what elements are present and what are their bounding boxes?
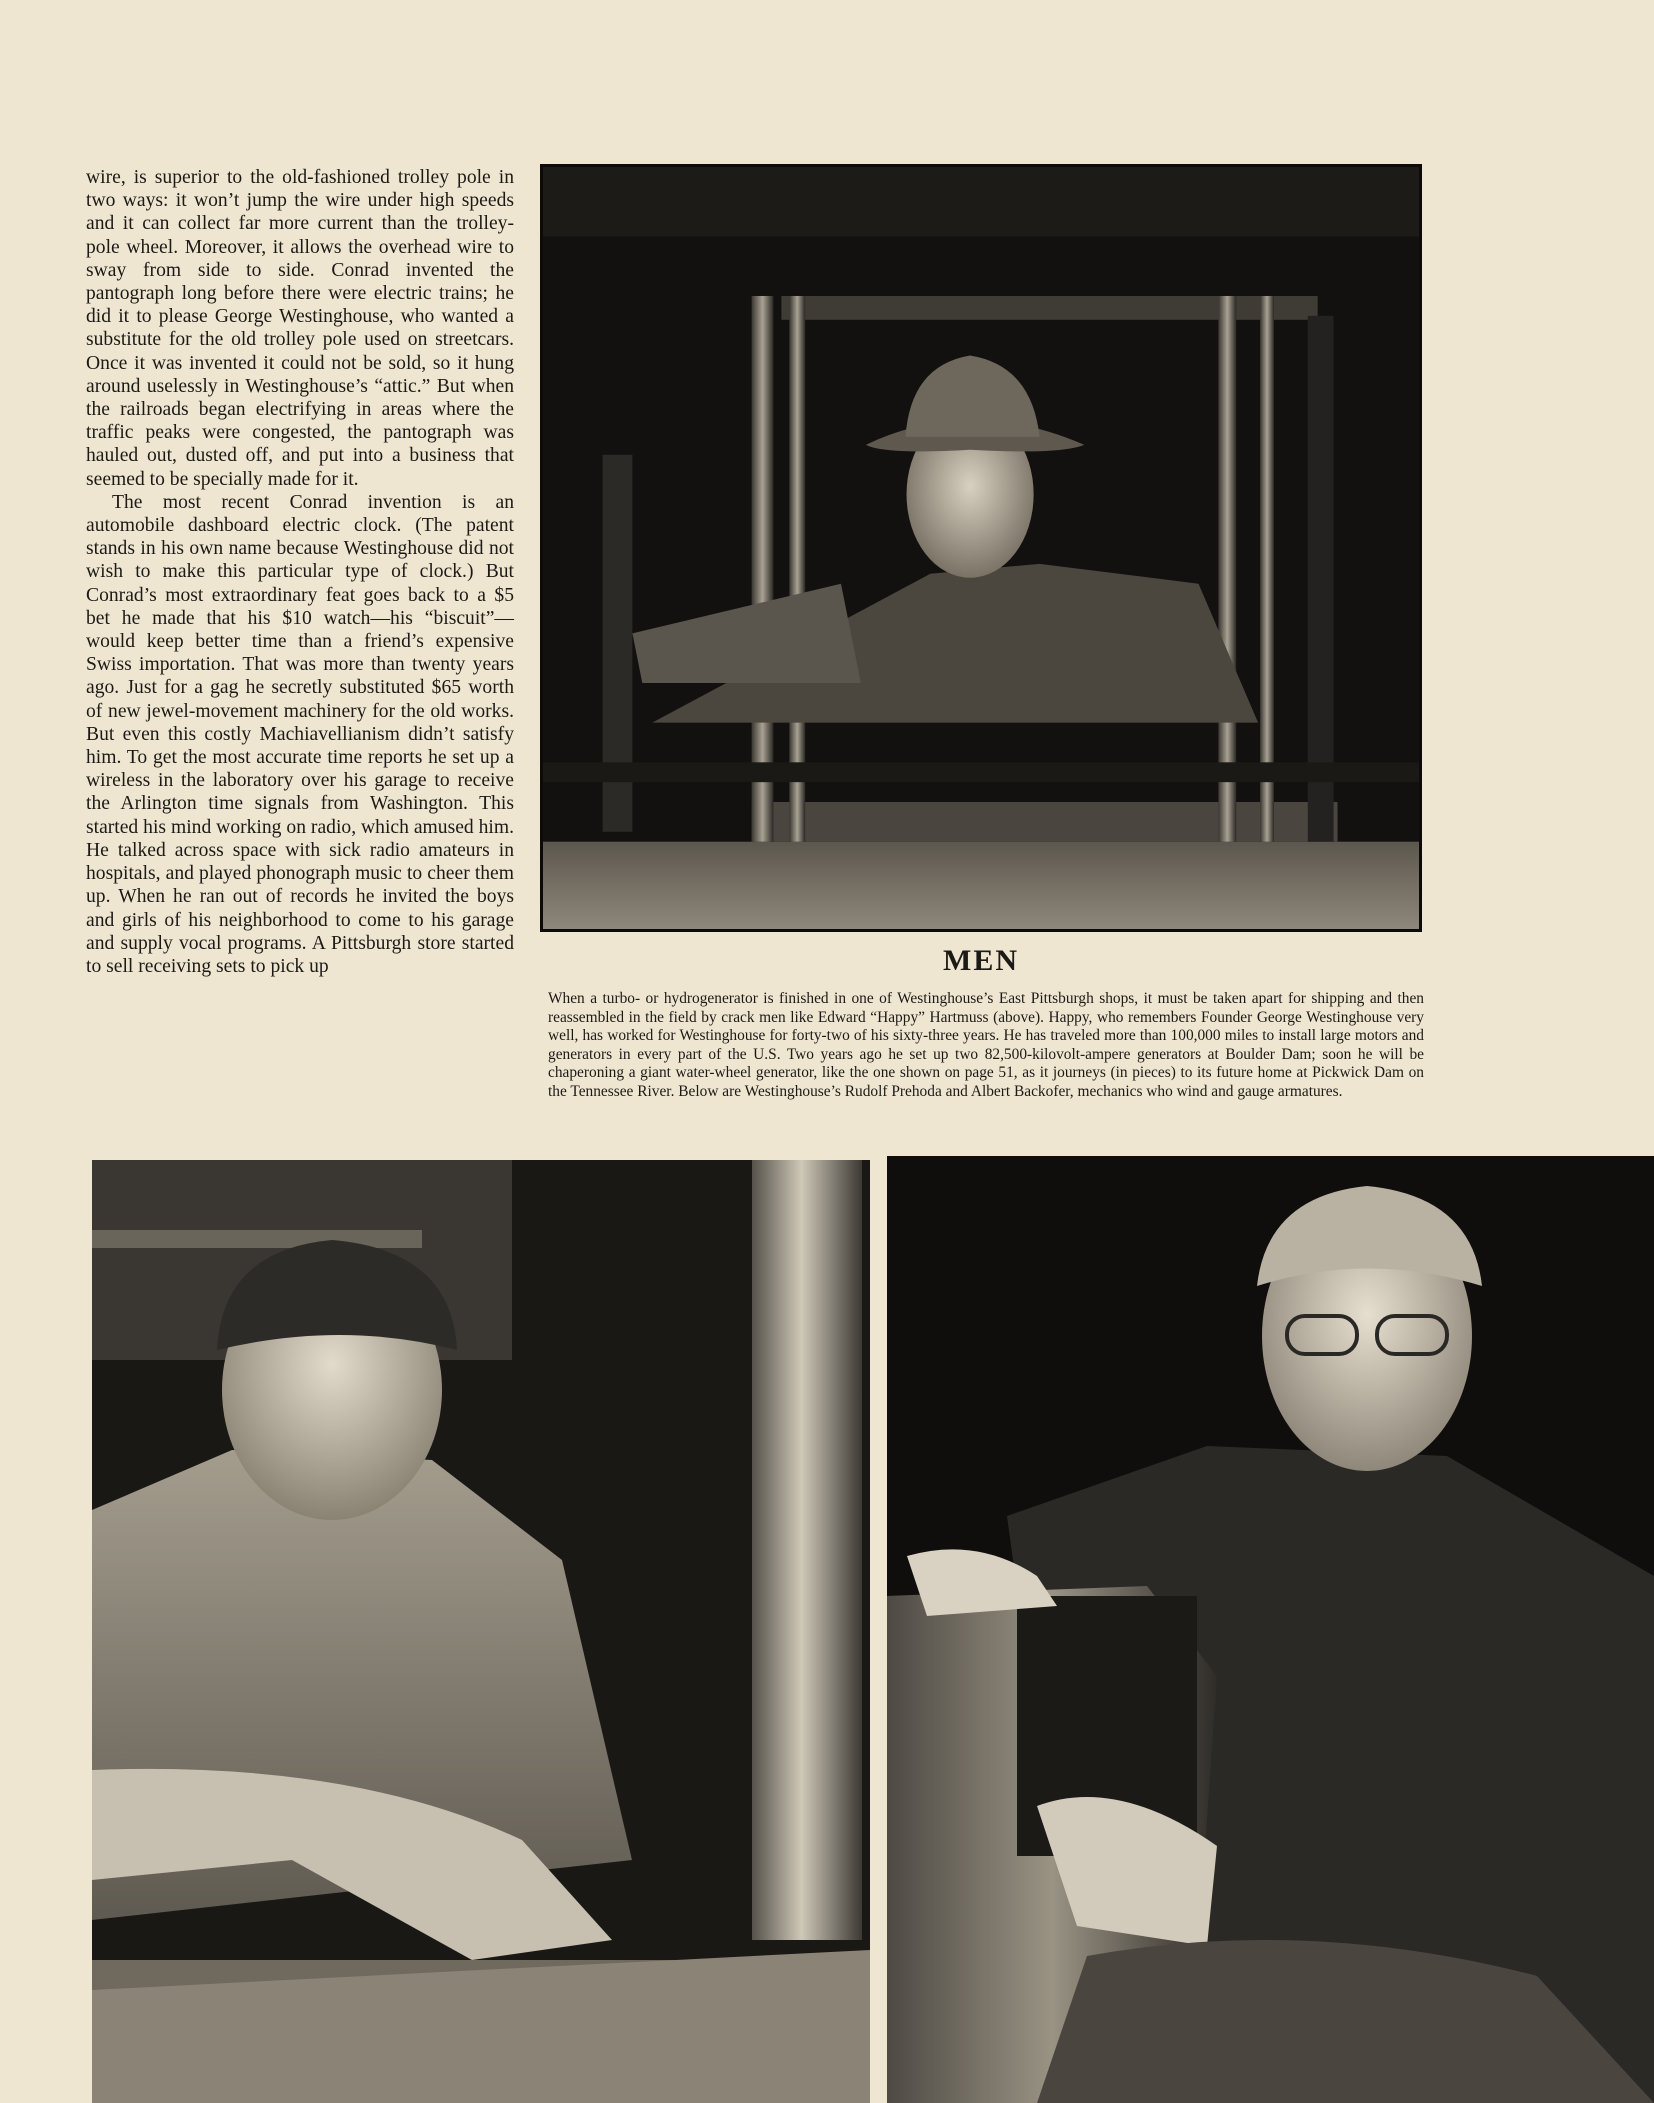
photo-albert-backofer bbox=[887, 1156, 1654, 2103]
article-body-column bbox=[86, 166, 514, 978]
photo-rudolf-prehoda bbox=[92, 1160, 870, 2103]
photo-edward-hartmuss bbox=[540, 164, 1422, 932]
section-title: MEN bbox=[943, 944, 1019, 977]
article-paragraph: The most recent Conrad invention is an automobile dashboard electric clock. (The patent stands in his own name because Westinghouse did not wish to make this particular type of clock.) But Conrad’s most extraordinary feat goes back to a $5 bet he made that his $10 watch—his “biscuit”—would keep better time than a friend’s expensive Swiss importation. That was more than twenty years ago. Just for a gag he secretly substituted $65 worth of new jewel-movement machinery for the old works. But even this costly Machiavellianism didn’t satisfy him. To get the most accurate time reports he set up a wireless in the laboratory over his garage to receive the Arlington time signals from Washington. This started his mind working on radio, which amused him. He talked across space with sick radio amateurs in hospitals, and played phonograph music to cheer them up. When he ran out of records he invited the boys and girls of his neighborhood to come to his garage and supply vocal programs. A Pittsburgh store started to sell receiving sets to pick up bbox=[86, 491, 514, 977]
photo-caption: When a turbo- or hydrogenerator is finished in one of Westinghouse’s East Pittsburgh shops, it must be taken apart for shipping and then reassembled in the field by crack men like Edward “Happy” Hartmuss (above). Happy, who remembers Founder George Westinghouse very well, has worked for Westinghouse for forty-two of his sixty-three years. He has traveled more than 100,000 miles to install large motors and generators in every part of the U.S. Two years ago he set up two 82,500-kilovolt-ampere generators at Boulder Dam; soon he will be chaperoning a giant water-wheel generator, like the one shown on page 51, as it journeys (in pieces) to its future home at Pickwick Dam on the Tennessee River. Below are Westinghouse’s Rudolf Prehoda and Albert Backofer, mechanics who wind and gauge armatures. bbox=[548, 990, 1424, 1100]
article-paragraph: wire, is superior to the old-fashioned trolley pole in two ways: it won’t jump the wire under high speeds and it can collect far more current than the trolley-pole wheel. Moreover, it allows the overhead wire to sway from side to side. Conrad invented the pantograph long before there were electric trains; he did it to please George Westinghouse, who wanted a substitute for the old trolley pole used on streetcars. Once it was invented it could not be sold, so it hung around uselessly in Westinghouse’s “attic.” But when the railroads began electrifying in areas where the traffic peaks were congested, the pantograph was hauled out, dusted off, and put into a business that seemed to be specially made for it. bbox=[86, 167, 514, 490]
